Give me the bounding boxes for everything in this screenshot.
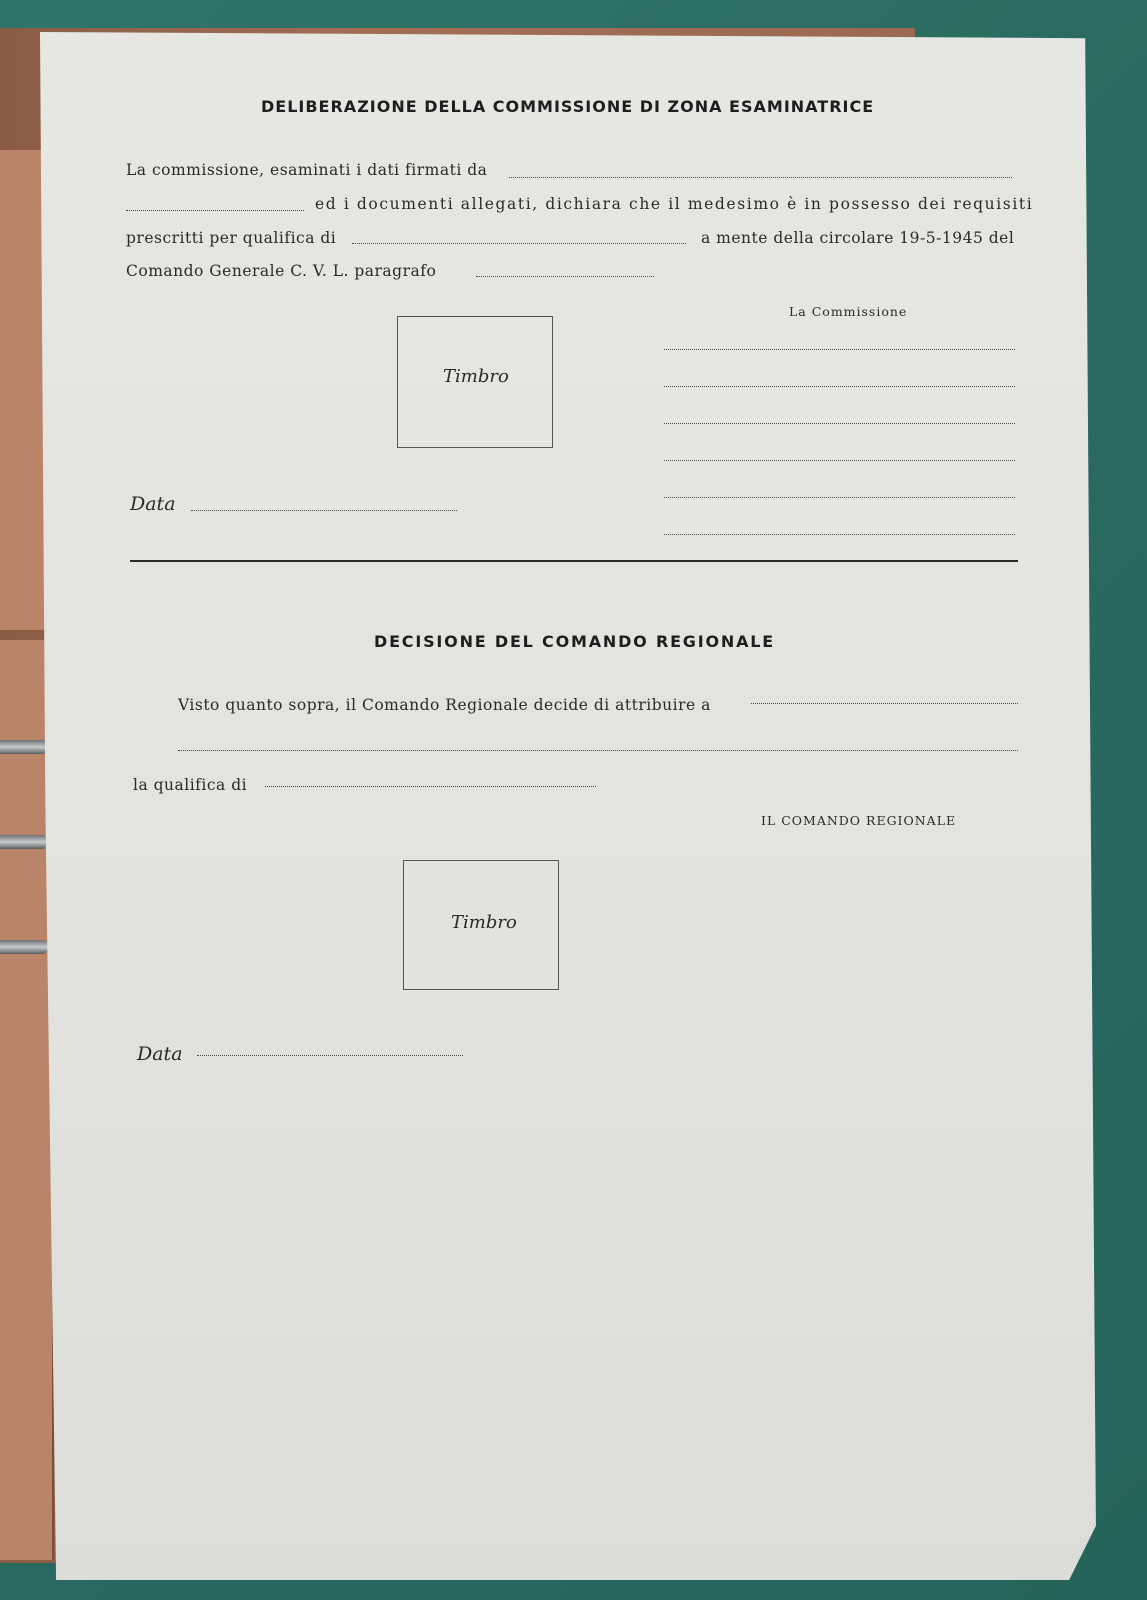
regional-command-label: IL COMANDO REGIONALE	[761, 813, 957, 828]
section1-line4-text: Comando Generale C. V. L. paragrafo	[126, 262, 437, 280]
section1-heading: DELIBERAZIONE DELLA COMMISSIONE DI ZONA ESAMINATRICE	[261, 97, 875, 116]
section2-line2-text: la qualifica di	[133, 776, 248, 794]
commission-signature-line-1[interactable]	[664, 349, 1015, 350]
stamp-label-section1: Timbro	[443, 366, 509, 387]
commission-signature-line-4[interactable]	[664, 460, 1015, 461]
commission-signature-line-3[interactable]	[664, 423, 1015, 424]
commission-signature-line-6[interactable]	[664, 534, 1015, 535]
date-field-section1[interactable]	[191, 510, 457, 511]
signer-name-field[interactable]	[509, 177, 1012, 178]
section1-line2-text: ed i documenti allegati, dichiara che il medesimo è in possesso dei requisiti	[315, 195, 1034, 213]
commission-signature-line-2[interactable]	[664, 386, 1015, 387]
binder-ring-middle	[0, 835, 48, 849]
commission-signature-line-5[interactable]	[664, 497, 1015, 498]
stamp-label-section2: Timbro	[451, 912, 517, 933]
recipient-field[interactable]	[751, 703, 1018, 704]
section-divider	[130, 560, 1018, 562]
binder-ring-top	[0, 740, 48, 754]
date-field-section2[interactable]	[197, 1055, 463, 1056]
signer-name-field-continued[interactable]	[126, 210, 304, 211]
date-label-section2: Data	[137, 1043, 183, 1065]
section2-line1-text: Visto quanto sopra, il Comando Regionale decide di attribuire a	[178, 696, 711, 714]
date-label-section1: Data	[130, 493, 176, 515]
commission-label: La Commissione	[789, 304, 908, 319]
paragraph-field[interactable]	[476, 276, 654, 277]
recipient-field-continued[interactable]	[178, 750, 1018, 751]
section2-heading: DECISIONE DEL COMANDO REGIONALE	[374, 632, 775, 651]
section1-line3-text-a: prescritti per qualifica di	[126, 229, 337, 247]
binder-ring-bottom	[0, 940, 48, 954]
section1-line3-text-b: a mente della circolare 19-5-1945 del	[701, 229, 1015, 247]
assigned-qualification-field[interactable]	[265, 786, 596, 787]
section1-line1-text: La commissione, esaminati i dati firmati da	[126, 161, 488, 179]
qualification-field[interactable]	[352, 243, 686, 244]
